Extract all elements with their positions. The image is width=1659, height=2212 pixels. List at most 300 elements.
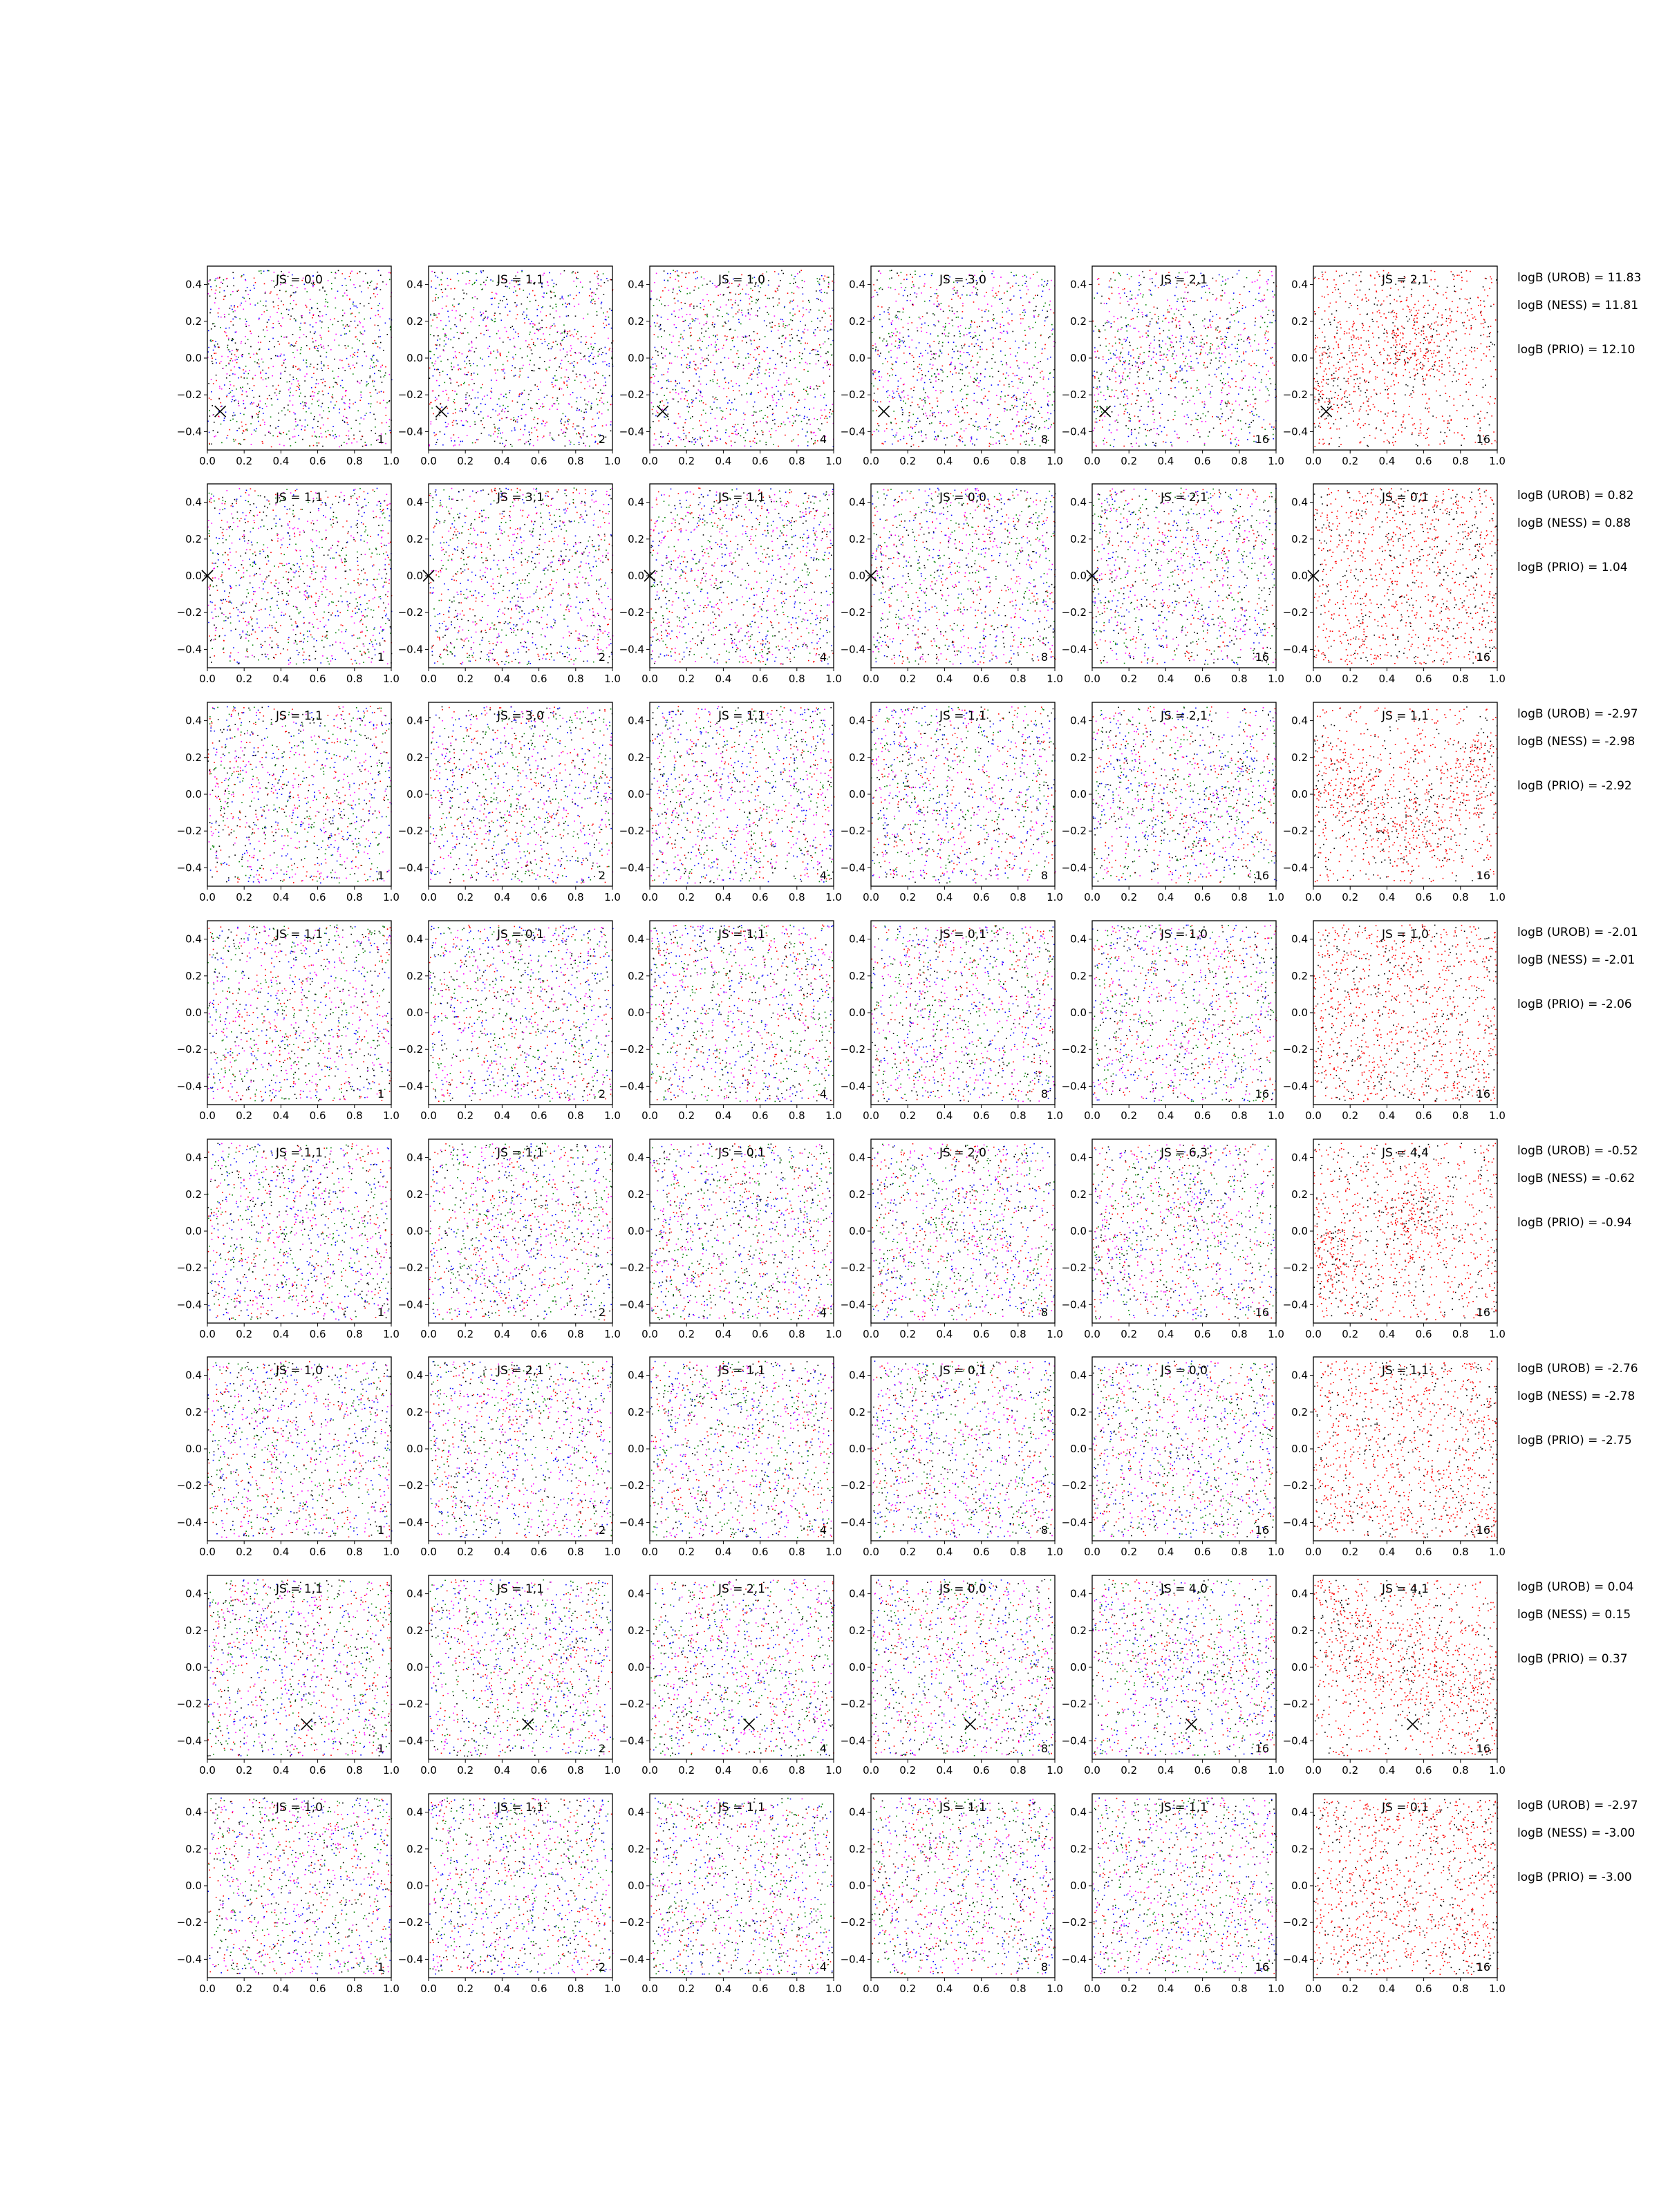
scatter-point <box>260 424 261 426</box>
scatter-point <box>332 324 334 326</box>
scatter-point <box>439 344 440 346</box>
scatter-point <box>276 395 277 396</box>
scatter-point <box>581 382 582 384</box>
scatter-point <box>520 348 521 350</box>
scatter-point <box>561 360 563 362</box>
scatter-point <box>604 327 606 328</box>
scatter-point <box>574 444 575 445</box>
scatter-point <box>270 317 271 318</box>
scatter-point <box>357 356 359 357</box>
scatter-point <box>209 279 211 281</box>
scatter-point <box>590 409 592 410</box>
scatter-point <box>508 352 509 353</box>
scatter-point <box>315 387 317 388</box>
scatter-point <box>466 271 467 272</box>
scatter-point <box>535 300 536 301</box>
scatter-point <box>259 318 260 319</box>
scatter-point <box>302 439 303 440</box>
scatter-point <box>278 413 279 414</box>
scatter-point <box>534 295 536 297</box>
scatter-point <box>221 356 223 357</box>
scatter-point <box>309 310 310 311</box>
scatter-point <box>385 366 386 368</box>
scatter-point <box>372 356 373 357</box>
scatter-point <box>366 386 367 387</box>
scatter-point <box>326 357 327 358</box>
scatter-point <box>385 373 386 374</box>
scatter-point <box>369 285 371 286</box>
scatter-point <box>280 378 281 379</box>
scatter-point <box>233 412 234 413</box>
scatter-point <box>436 348 438 350</box>
scatter-point <box>378 270 379 271</box>
scatter-point <box>253 397 254 398</box>
scatter-point <box>251 444 252 445</box>
scatter-point <box>577 376 578 377</box>
scatter-point <box>579 442 580 443</box>
scatter-point <box>341 445 342 447</box>
scatter-point <box>493 433 494 435</box>
scatter-point <box>247 339 249 341</box>
scatter-point <box>235 332 236 333</box>
scatter-point <box>346 443 348 444</box>
scatter-point <box>211 289 212 290</box>
scatter-point <box>333 377 335 379</box>
scatter-point <box>268 319 270 321</box>
scatter-point <box>332 435 334 437</box>
scatter-point <box>506 299 507 300</box>
scatter-point <box>555 357 556 359</box>
scatter-point <box>265 292 266 294</box>
scatter-point <box>456 326 458 328</box>
scatter-point <box>268 349 270 350</box>
scatter-point <box>234 385 235 386</box>
scatter-point <box>245 290 247 292</box>
scatter-point <box>483 282 485 283</box>
scatter-point <box>588 356 590 357</box>
scatter-point <box>293 365 294 366</box>
scatter-point <box>317 421 319 422</box>
scatter-point <box>439 385 440 386</box>
scatter-point <box>208 347 209 348</box>
scatter-point <box>319 290 321 291</box>
scatter-point <box>317 350 318 351</box>
scatter-point <box>529 347 531 348</box>
scatter-point <box>252 390 253 391</box>
scatter-point <box>301 317 303 319</box>
scatter-point <box>290 346 291 347</box>
scatter-point <box>436 317 438 319</box>
scatter-point <box>281 373 282 374</box>
scatter-point <box>546 327 547 328</box>
scatter-point <box>568 419 569 420</box>
scatter-point <box>339 409 340 410</box>
scatter-point <box>442 391 444 393</box>
scatter-point <box>307 424 308 426</box>
scatter-point <box>279 432 281 433</box>
scatter-point <box>460 408 462 409</box>
scatter-point <box>217 344 218 345</box>
scatter-point <box>257 417 259 418</box>
scatter-point <box>312 315 314 317</box>
scatter-point <box>370 406 371 408</box>
scatter-point <box>370 366 371 367</box>
scatter-point <box>281 301 282 302</box>
scatter-point <box>377 310 379 312</box>
scatter-point <box>259 407 261 409</box>
scatter-point <box>346 417 347 418</box>
scatter-point <box>259 270 260 272</box>
scatter-point <box>306 362 307 364</box>
scatter-point <box>212 340 214 341</box>
sample-count-label: 8 <box>1041 433 1048 446</box>
scatter-point <box>523 434 524 435</box>
scatter-point <box>261 359 263 360</box>
scatter-point <box>237 306 238 308</box>
scatter-point <box>497 350 498 351</box>
y-tick-label: 0.0 <box>185 352 202 364</box>
scatter-point <box>256 362 258 364</box>
scatter-point <box>330 319 331 321</box>
scatter-point <box>543 333 544 335</box>
scatter-point <box>556 409 558 411</box>
scatter-point <box>357 273 358 274</box>
scatter-point <box>609 366 610 367</box>
scatter-point <box>214 422 215 423</box>
scatter-point <box>321 379 322 380</box>
scatter-point <box>335 334 337 335</box>
x-tick-label: 0.2 <box>678 455 695 467</box>
scatter-point <box>259 395 261 397</box>
scatter-point <box>371 396 372 397</box>
scatter-point <box>312 427 314 429</box>
scatter-point <box>305 288 306 290</box>
scatter-point <box>552 279 553 281</box>
scatter-point <box>364 415 366 416</box>
scatter-point <box>346 348 347 349</box>
scatter-point <box>312 338 313 339</box>
scatter-point <box>313 395 315 397</box>
scatter-point <box>262 370 263 371</box>
scatter-point <box>236 349 237 350</box>
x-tick-label: 0.8 <box>1010 455 1027 467</box>
scatter-point <box>234 415 236 416</box>
scatter-point <box>373 355 375 356</box>
scatter-point <box>357 339 358 340</box>
scatter-point <box>323 379 324 380</box>
scatter-point <box>231 354 232 355</box>
scatter-point <box>234 441 235 442</box>
scatter-point <box>240 413 241 414</box>
scatter-point <box>465 328 466 330</box>
scatter-point <box>227 356 229 357</box>
scatter-point <box>341 360 343 362</box>
scatter-point <box>576 433 577 435</box>
scatter-point <box>238 377 239 379</box>
scatter-point <box>245 429 247 431</box>
y-tick-label: −0.4 <box>177 425 202 438</box>
scatter-point <box>258 404 259 405</box>
scatter-point <box>360 332 362 333</box>
scatter-point <box>273 281 274 282</box>
scatter-point <box>239 443 241 444</box>
scatter-point <box>252 416 253 418</box>
scatter-point <box>509 288 510 289</box>
scatter-point <box>543 292 545 294</box>
scatter-point <box>236 362 238 364</box>
scatter-point <box>215 435 216 437</box>
scatter-point <box>228 339 229 341</box>
scatter-point <box>328 327 329 328</box>
scatter-point <box>485 284 487 285</box>
scatter-point <box>498 330 499 332</box>
scatter-point <box>334 438 335 439</box>
scatter-point <box>566 369 568 371</box>
scatter-point <box>359 312 360 314</box>
scatter-point <box>225 328 227 329</box>
scatter-point <box>527 355 528 357</box>
scatter-point <box>265 373 267 374</box>
scatter-point <box>297 386 298 387</box>
scatter-point <box>504 377 505 378</box>
scatter-point <box>345 391 346 392</box>
scatter-point <box>317 368 318 370</box>
scatter-point <box>285 414 286 415</box>
scatter-point <box>540 311 541 312</box>
scatter-point <box>384 375 386 376</box>
scatter-point <box>321 321 323 323</box>
scatter-point <box>258 405 259 406</box>
scatter-point <box>378 337 379 338</box>
scatter-point <box>325 299 326 300</box>
scatter-point <box>533 344 534 345</box>
scatter-point <box>542 306 543 308</box>
scatter-point <box>320 355 321 357</box>
scatter-point <box>362 344 364 345</box>
y-tick-label: 0.4 <box>185 279 202 291</box>
scatter-point <box>246 321 247 322</box>
scatter-point <box>317 364 319 366</box>
scatter-point <box>324 290 326 292</box>
scatter-point <box>346 285 347 286</box>
scatter-point <box>521 303 523 305</box>
scatter-point <box>484 395 485 397</box>
scatter-point <box>224 296 225 297</box>
scatter-point <box>292 352 294 353</box>
scatter-point <box>359 400 361 401</box>
scatter-point <box>377 361 379 362</box>
scatter-point <box>247 287 248 288</box>
scatter-point <box>300 349 301 350</box>
scatter-point <box>433 365 434 366</box>
scatter-point <box>310 332 311 333</box>
scatter-point <box>342 387 344 388</box>
scatter-point <box>278 321 279 322</box>
scatter-point <box>469 363 471 364</box>
scatter-point <box>331 288 332 290</box>
x-tick-label: 1.0 <box>383 455 400 467</box>
scatter-point <box>367 283 368 284</box>
scatter-point <box>561 296 563 297</box>
scatter-point <box>382 422 383 424</box>
scatter-point <box>342 273 344 274</box>
scatter-point <box>263 362 264 363</box>
scatter-point <box>366 413 367 414</box>
scatter-point <box>585 404 587 405</box>
scatter-point <box>590 379 591 381</box>
scatter-point <box>495 428 496 429</box>
scatter-point <box>259 412 260 413</box>
scatter-point <box>348 364 350 365</box>
scatter-point <box>225 296 226 297</box>
scatter-point <box>561 297 563 299</box>
scatter-point <box>357 411 359 412</box>
scatter-point <box>342 310 344 311</box>
scatter-point <box>275 427 276 429</box>
scatter-point <box>361 418 362 419</box>
scatter-point <box>318 315 319 317</box>
scatter-point <box>386 422 387 424</box>
scatter-point <box>294 318 295 319</box>
scatter-point <box>216 380 217 382</box>
scatter-point <box>228 314 229 315</box>
scatter-point <box>293 300 294 301</box>
scatter-point <box>234 355 236 356</box>
scatter-point <box>242 426 243 427</box>
js-score-label: JS = 1,1 <box>496 273 544 287</box>
scatter-point <box>447 426 448 427</box>
x-tick-label: 0.8 <box>789 455 805 467</box>
scatter-point <box>247 377 248 379</box>
scatter-point <box>368 303 370 304</box>
scatter-point <box>288 409 289 411</box>
scatter-point <box>379 402 381 404</box>
scatter-point <box>388 426 390 427</box>
scatter-point <box>608 409 609 411</box>
scatter-point <box>232 390 233 391</box>
panel-r1-c1 <box>177 266 400 467</box>
scatter-point <box>238 405 240 406</box>
scatter-point <box>432 301 433 302</box>
scatter-point <box>303 405 304 406</box>
scatter-point <box>209 432 210 433</box>
scatter-point <box>353 354 354 355</box>
scatter-point <box>221 406 222 408</box>
scatter-point <box>312 391 314 393</box>
scatter-point <box>217 432 218 433</box>
scatter-point <box>512 446 513 447</box>
scatter-point <box>288 343 290 344</box>
scatter-point <box>454 440 456 442</box>
scatter-point <box>487 348 489 349</box>
scatter-point <box>295 366 297 368</box>
scatter-point <box>340 385 341 386</box>
scatter-point <box>448 400 449 401</box>
sample-count-label: 4 <box>820 433 827 446</box>
scatter-point <box>253 285 254 286</box>
scatter-point <box>262 443 263 444</box>
scatter-point <box>272 386 274 387</box>
scatter-point <box>352 348 353 349</box>
scatter-point <box>480 411 482 413</box>
scatter-point <box>322 288 324 289</box>
scatter-point <box>370 412 371 413</box>
scatter-point <box>213 430 214 431</box>
scatter-point <box>258 342 259 344</box>
scatter-point <box>564 332 565 334</box>
scatter-point <box>250 357 251 358</box>
scatter-point <box>221 317 222 318</box>
scatter-point <box>234 366 235 368</box>
scatter-point <box>279 356 280 357</box>
scatter-point <box>382 365 383 366</box>
scatter-point <box>211 379 212 380</box>
scatter-point <box>521 271 523 272</box>
scatter-point <box>250 290 251 291</box>
scatter-point <box>588 348 589 350</box>
scatter-point <box>249 370 250 371</box>
scatter-point <box>556 310 557 312</box>
scatter-point <box>288 431 290 432</box>
scatter-point <box>481 433 482 434</box>
scatter-point <box>363 344 364 345</box>
scatter-point <box>319 311 321 312</box>
scatter-point <box>524 404 525 405</box>
scatter-point <box>444 382 446 384</box>
scatter-point <box>299 337 301 339</box>
scatter-point <box>268 377 270 379</box>
scatter-point <box>298 435 299 436</box>
scatter-point <box>434 435 435 437</box>
scatter-point <box>329 387 330 388</box>
scatter-point <box>211 355 212 357</box>
scatter-point <box>292 436 294 438</box>
scatter-point <box>315 322 317 324</box>
scatter-point <box>537 436 538 438</box>
scatter-point <box>210 339 212 341</box>
scatter-point <box>503 364 504 366</box>
scatter-point <box>579 433 581 435</box>
scatter-point <box>312 341 314 343</box>
scatter-point <box>256 353 257 354</box>
scatter-point <box>270 292 272 293</box>
scatter-point <box>214 323 215 324</box>
scatter-point <box>309 446 310 447</box>
scatter-point <box>466 374 467 375</box>
scatter-point <box>238 357 239 358</box>
scatter-point <box>258 414 259 415</box>
scatter-point <box>373 414 375 415</box>
scatter-point <box>513 358 514 359</box>
scatter-point <box>224 317 225 318</box>
scatter-point <box>299 388 300 390</box>
x-tick-label: 0.6 <box>531 455 547 467</box>
scatter-point <box>459 444 460 446</box>
scatter-point <box>281 411 283 412</box>
scatter-point <box>234 395 235 397</box>
scatter-point <box>498 415 499 416</box>
scatter-point <box>232 373 234 375</box>
scatter-point <box>438 369 439 371</box>
scatter-point <box>318 345 319 346</box>
scatter-point <box>465 403 467 404</box>
scatter-point <box>319 391 320 393</box>
scatter-point <box>291 384 292 385</box>
scatter-point <box>369 377 371 379</box>
scatter-point <box>289 411 290 413</box>
scatter-point <box>482 424 483 426</box>
scatter-point <box>282 317 283 319</box>
